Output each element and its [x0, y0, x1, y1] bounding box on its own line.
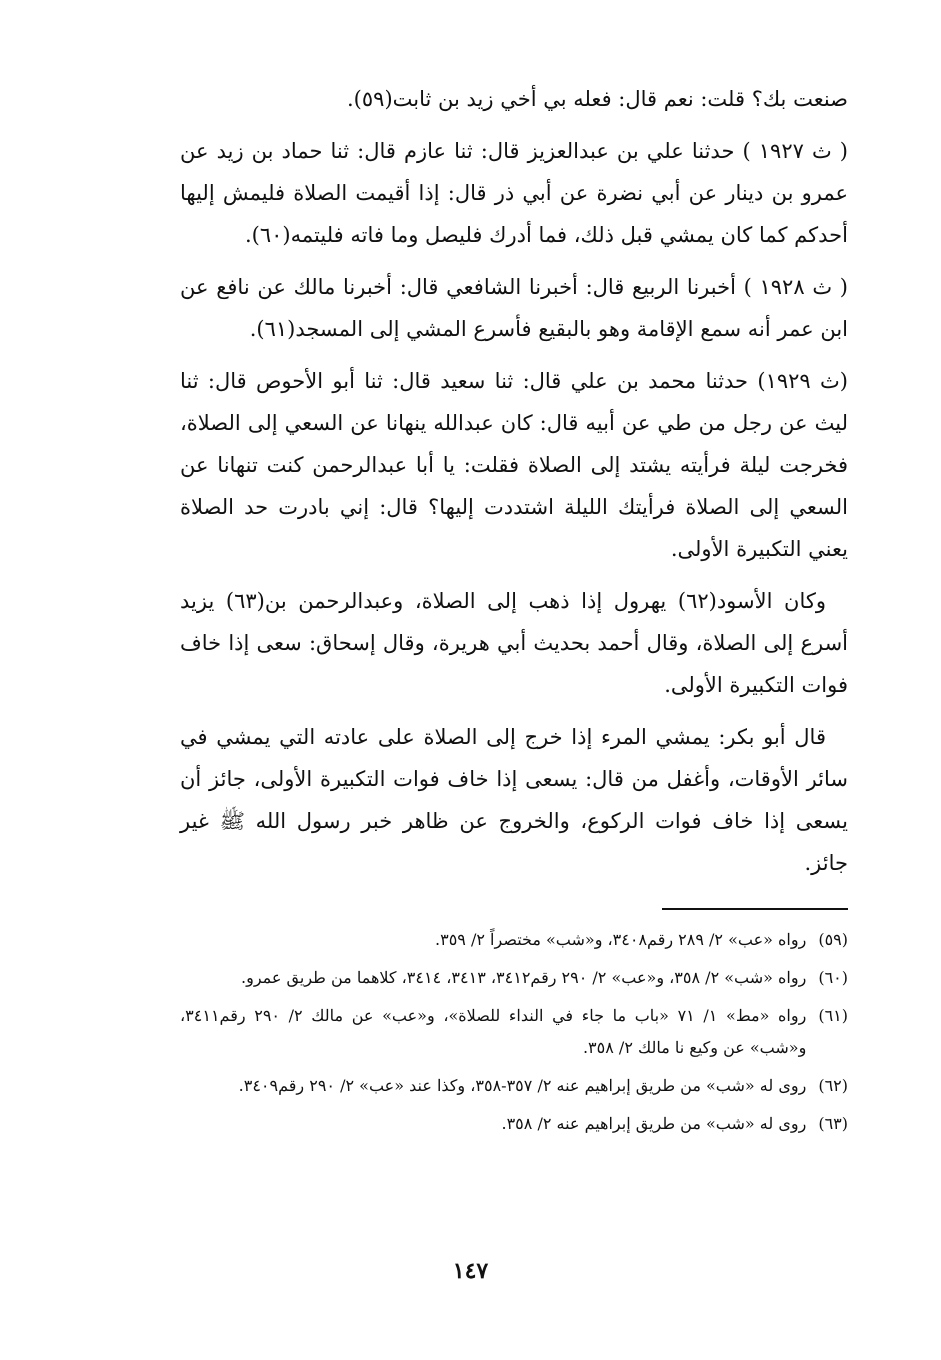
page-number: ١٤٧: [452, 1258, 489, 1284]
footnote-number: (٥٩): [818, 930, 848, 949]
footnote-text: رواه «مط» ١/ ٧١ «باب ما جاء في النداء للصلاة»، و«عب» عن مالك ٢/ ٢٩٠ رقم٣٤١١، و«شب» عن وكيع نا مالك ٢/ ٣٥٨.: [180, 1006, 807, 1057]
footnote-number: (٦٠): [818, 968, 848, 987]
paragraph: ( ث ١٩٢٧ ) حدثنا علي بن عبدالعزيز قال: ثنا عازم قال: ثنا حماد بن زيد عن عمرو بن دينار عن أبي نضرة عن أبي ذر قال: إذا أقيمت الصلاة فليمش إليها أحدكم كما كان يمشي قبل ذلك، فما أدرك فليصل وما فاته فليتمه(٦٠).: [180, 139, 848, 247]
footnote-text: روى له «شب» من طريق إبراهيم عنه ٢/ ٣٥٧-٣٥٨، وكذا عند «عب» ٢/ ٢٩٠ رقم٣٤٠٩.: [238, 1076, 807, 1095]
footnote-text: روى له «شب» من طريق إبراهيم عنه ٢/ ٣٥٨.: [501, 1114, 807, 1133]
footnote-text: رواه «عب» ٢/ ٢٨٩ رقم٣٤٠٨، و«شب» مختصراً ٢/ ٣٥٩.: [435, 930, 807, 949]
footnote-number: (٦٢): [818, 1076, 848, 1095]
footnotes: [180, 924, 848, 1146]
footnote-text: رواه «شب» ٢/ ٣٥٨، و«عب» ٢/ ٢٩٠ رقم٣٤١٢، ٣٤١٣، ٣٤١٤، كلاهما من طريق عمرو.: [241, 968, 807, 987]
paragraph: قال أبو بكر: يمشي المرء إذا خرج إلى الصلاة على عادته التي يمشي في سائر الأوقات، وأغفل من قال: يسعى إذا خاف فوات التكبيرة الأولى، جائز أن يسعى إذا خاف فوات الركوع، والخروج عن ظاهر خبر رسول الله ﷺ غير جائز.: [180, 725, 848, 875]
footnote: [180, 1070, 848, 1102]
paragraph: وكان الأسود(٦٢) يهرول إذا ذهب إلى الصلاة، وعبدالرحمن بن(٦٣) يزيد أسرع إلى الصلاة، وقال أحمد بحديث أبي هريرة، وقال إسحاق: سعى إذا خاف فوات التكبيرة الأولى.: [180, 589, 848, 697]
footnote: [180, 962, 848, 994]
footnote-number: (٦٣): [818, 1114, 848, 1133]
paragraph: ( ث ١٩٢٨ ) أخبرنا الربيع قال: أخبرنا الشافعي قال: أخبرنا مالك عن نافع عن ابن عمر أنه سمع الإقامة وهو بالبقيع فأسرع المشي إلى المسجد(٦١).: [180, 275, 848, 341]
footnote: [180, 924, 848, 956]
paragraph: صنعت بك؟ قلت: نعم قال: فعله بي أخي زيد بن ثابت(٥٩).: [347, 87, 848, 111]
footnote-number: (٦١): [818, 1006, 848, 1025]
footnote-separator: [662, 908, 848, 910]
footnote: [180, 1000, 848, 1064]
paragraph: (ث ١٩٢٩) حدثنا محمد بن علي قال: ثنا سعيد قال: ثنا أبو الأحوص قال: ثنا ليث عن رجل من طي عن أبيه قال: كان عبدالله ينهانا عن السعي إلى الصلاة، فخرجت ليلة فرأيته يشتد إلى الصلاة فقلت: يا أبا عبدالرحمن كنت تنهانا عن السعي إلى الصلاة فرأيتك الليلة اشتددت إليها؟ قال: إني بادرت حد الصلاة يعني التكبيرة الأولى.: [180, 369, 848, 561]
footnote: [180, 1108, 848, 1140]
main-text: [180, 78, 848, 894]
